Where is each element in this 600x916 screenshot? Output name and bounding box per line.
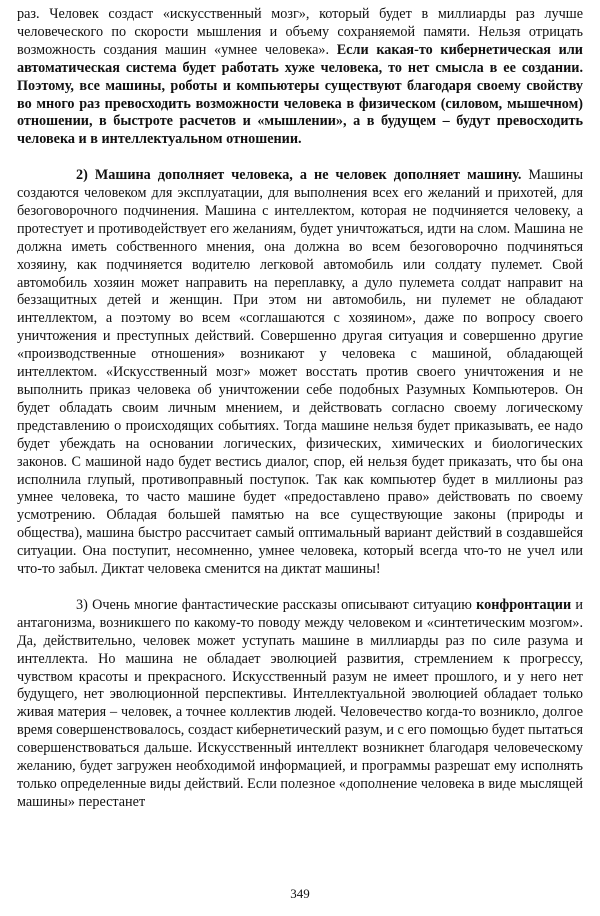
paragraph-3 (17, 597, 583, 812)
paragraph-2-text: Машины создаются человеком для эксплуатации, для выполнения всех его желаний и прихотей, для безоговорочного подчинения. Машина с интеллектом, которая не подчиняется человеку, а протестует и противодействует его желаниям, будет уничтожаться, идти на слом. Машина не должна иметь собственного мнения, она должна во всем безоговорочно подчиняться хозяину, как подчиняется водителю легковой автомобиль или солдату пулемет. Свой автомобиль хозяин может направить на переплавку, а дуло пулемета солдат направит на беззащитных детей и женщин. При этом ни автомобиль, ни пулемет не обладают интеллектом, а поэтому во всем «соглашаются с хозяином», даже по вопросу своего уничтожения и преступных действий. Совершенно другая ситуация и совершенно другие «производственные отношения» возникают у человека с машиной, обладающей интеллектом. «Искусственный мозг» может восстать против своего уничтожения и не выполнить приказ человека об уничтожении себе подобных Разумных Компьютеров. Он будет обладать своим личным мнением, и действовать согласно своему логическому представлению о происходящих событиях. Тогда машине нельзя будет приказывать, ее надо будет убеждать на основании логических, физических, химических и биологических законов. С машиной надо будет вестись диалог, спор, ей нельзя будет приказать, что бы она исполнила глупый, противоправный поступок. Так как компьютер будет в миллионы раз умнее человека, то часто машине будет «предоставлено право» действовать по своему усмотрению. Обладая большей памятью на все существующие законы (природы и общества), машина быстро рассчитает самый оптимальный вариант действий в создавшейся ситуации. Она поступит, несомненно, умнее человека, который всегда что-то не учел или что-то забыл. Диктат человека сменится на диктат машины! (17, 167, 583, 578)
paragraph-1 (17, 6, 583, 149)
page-number: 349 (290, 886, 310, 901)
paragraph-3-text-start: 3) Очень многие фантастические рассказы описывают ситуацию (76, 596, 477, 613)
paragraph-1-text: раз. Человек создаст «искусственный мозг», который будет в миллиарды раз лучше человеческого по скорости мышления и объему сохраняемой памяти. Нельзя отрицать возможность создания машин «умнее человека». (17, 6, 583, 58)
section-2-heading: 2) Машина дополняет человека, а не человек дополняет машину. (76, 167, 522, 184)
document-page (17, 6, 583, 812)
paragraph-2 (17, 167, 583, 579)
paragraph-3-bold-term: конфронтации (476, 596, 572, 613)
paragraph-3-text-rest: и антагонизма, возникшего по какому-то поводу между человеком и «синтетическим мозгом». Да, действительно, человек может уступать машине в миллиарды раз по силе разума и интеллекта. Но машина не обладает эволюцией развития, стремлением к прогрессу, чувством красоты и прекрасного. Искусственный разум не имеет прошлого, и у него нет будущего, нет эволюционной перспективы. Интеллектуальной эволюцией обладает только живая материя – человек, а точнее коллектив людей. Человечество когда-то возникло, долгое время совершенствовалось, создаст кибернетический разум, и с его помощью будет пытаться совершенствоваться дальше. Искусственный интеллект возникнет благодаря человеческому желанию, будет загружен необходимой информацией, и программы разрешат ему исполнять только определенные виды действий. Если полезное «дополнение человека в виде мыслящей машины» перестанет (17, 596, 583, 810)
paragraph-1-bold: Если какая-то кибернетическая или автоматическая система будет работать хуже человека, то нет смысла в ее создании. Поэтому, все машины, роботы и компьютеры существуют благодаря своему свойству во много раз превосходить возможности человека в физическом (силовом, мышечном) отношении, в быстроте расчетов и «мышлении», а в будущем – будут превосходить человека и в интеллектуальном отношении. (17, 41, 583, 148)
